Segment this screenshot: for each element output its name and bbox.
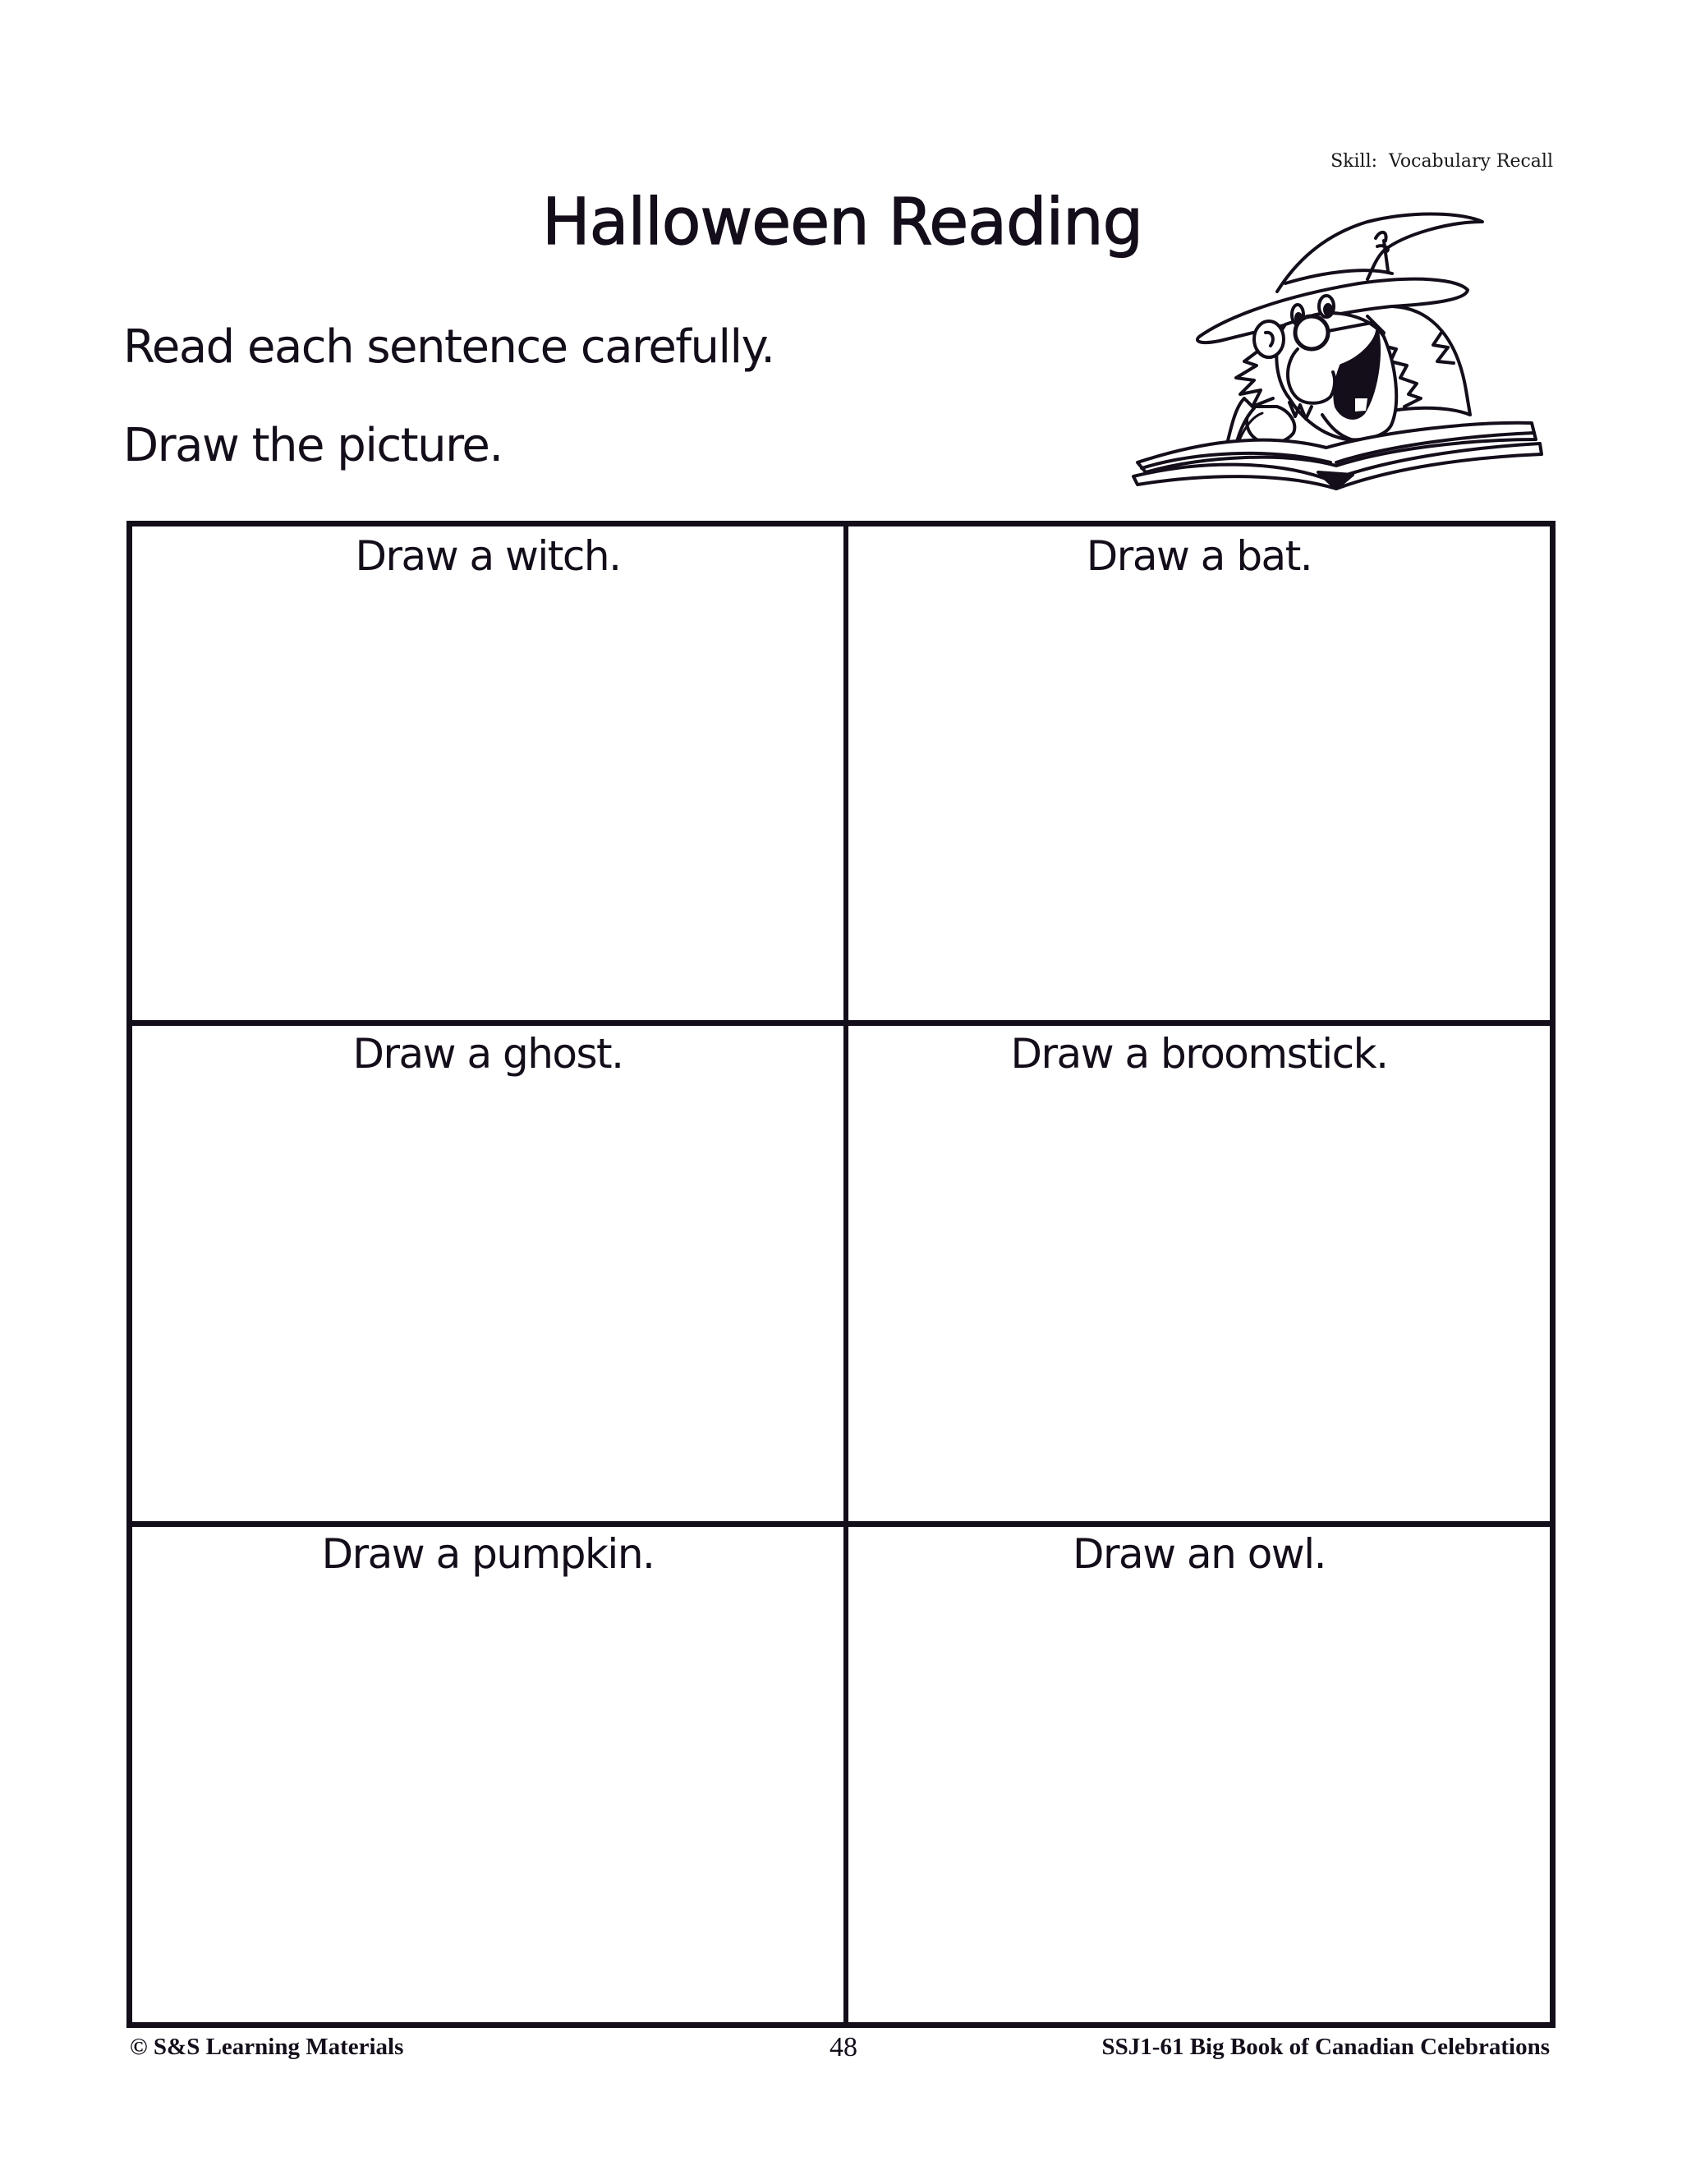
witch-reading-book-icon [1121, 201, 1548, 493]
page-title: Halloween Reading [542, 186, 1143, 260]
grid-row-divider [132, 1020, 1550, 1026]
drawing-cell-witch[interactable] [132, 526, 843, 1020]
cell-prompt: Draw a broomstick. [1010, 1030, 1388, 1078]
instruction-draw: Draw the picture. [123, 419, 503, 472]
cell-prompt: Draw an owl. [1073, 1530, 1326, 1578]
cell-prompt: Draw a pumpkin. [321, 1530, 655, 1578]
cell-prompt: Draw a bat. [1086, 532, 1312, 580]
drawing-cell-bat[interactable] [848, 526, 1550, 1020]
cell-prompt: Draw a witch. [355, 532, 621, 580]
footer-copyright: © S&S Learning Materials [130, 2034, 404, 2060]
instruction-read: Read each sentence carefully. [123, 320, 774, 374]
skill-label: Skill: Vocabulary Recall [1330, 151, 1553, 172]
grid-row-divider [132, 1521, 1550, 1527]
drawing-cell-broomstick[interactable] [848, 1026, 1550, 1521]
cell-prompt: Draw a ghost. [352, 1030, 623, 1078]
drawing-cell-pumpkin[interactable] [132, 1527, 843, 2022]
footer-page-number: 48 [830, 2032, 857, 2062]
drawing-cell-ghost[interactable] [132, 1026, 843, 1521]
footer-book-title: SSJ1-61 Big Book of Canadian Celebrations [1101, 2034, 1550, 2060]
drawing-cell-owl[interactable] [848, 1527, 1550, 2022]
drawing-grid [126, 521, 1556, 2028]
